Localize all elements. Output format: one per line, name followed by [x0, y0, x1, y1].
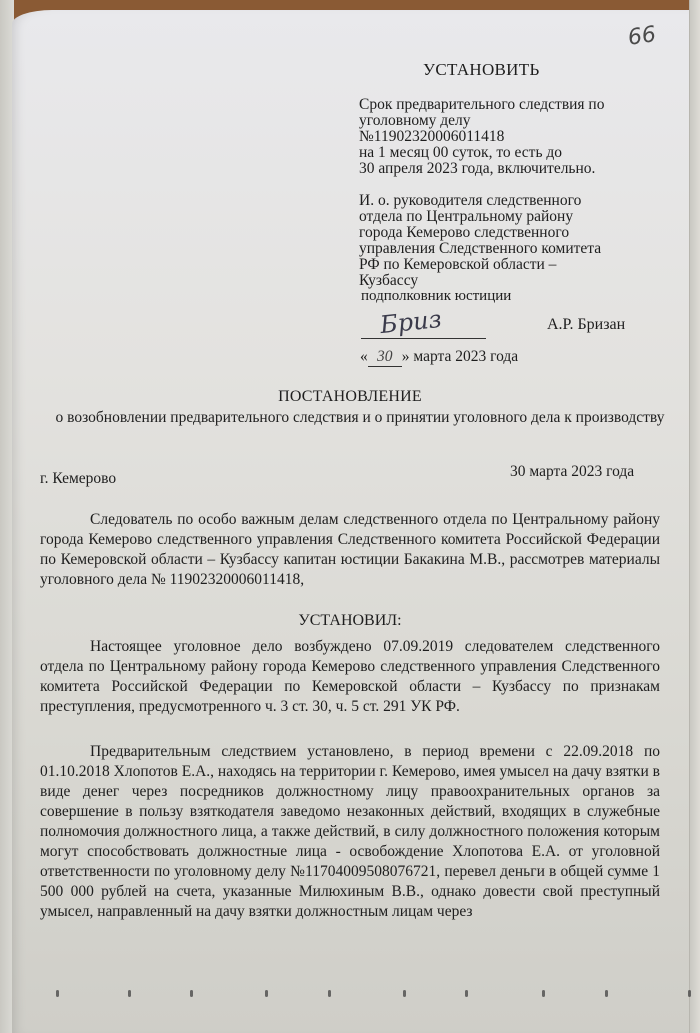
approval-line: Срок предварительного следствия по	[359, 96, 605, 113]
document-city: г. Кемерово	[40, 470, 117, 487]
perforation-mark	[265, 990, 268, 997]
official-title-line: отдела по Центральному району	[359, 208, 574, 225]
handwritten-page-number: 66	[626, 22, 658, 51]
date-close-quote: »	[401, 348, 410, 365]
official-title-line: города Кемерово следственного	[359, 224, 570, 241]
section-heading: УСТАНОВИЛ:	[298, 612, 402, 629]
perforation-mark	[328, 990, 331, 997]
approval-deadline: 30 апреля 2023 года, включительно.	[359, 160, 596, 177]
approval-line: на 1 месяц 00 суток, то есть до	[359, 144, 563, 161]
handwritten-signature: Бриз	[378, 304, 443, 340]
perforation-mark	[605, 990, 608, 997]
signature-line	[361, 338, 486, 339]
document-subtitle: о возобновлении предварительного следствия и о принятии уголовного дела к производству	[55, 409, 665, 426]
date-open-quote: «	[360, 348, 368, 365]
perforation-mark	[403, 990, 406, 997]
approval-block	[359, 97, 689, 289]
approval-case-number: №11902320006011418	[359, 128, 505, 145]
approval-line: уголовному делу	[359, 112, 471, 129]
official-rank: подполковник юстиции	[361, 288, 512, 304]
perforation-mark	[190, 990, 193, 997]
body-paragraph: Предварительным следствием установлено, в период времени с 22.09.2018 по 01.10.2018 Хлопотов Е.А., находясь на территории г. Кемерово, имея умысел на дачу взятки в виде денег через посредников должностному лицу правоохранительных органов за совершение в пользу взяткодателя заведомо незаконных действий, входящих в служебные полномочия должностного лица, а также действий, в силу должностного положения которым могут способствовать должностные лица - освобождение Хлопотова Е.А. от уголовной ответственности по уголовному делу №11704009508076721, перевел деньги в общей сумме 1 500 000 рублей на счета, указанные Милюхиным В.В., однако довести свой преступный умысел, направленный на дачу взятки должностным лицам через	[40, 743, 660, 920]
date-day-handwritten: 30	[368, 348, 402, 367]
approval-date	[360, 348, 518, 367]
document-date: 30 марта 2023 года	[510, 463, 635, 480]
approval-title: УСТАНОВИТЬ	[423, 60, 540, 79]
body-paragraph: Настоящее уголовное дело возбуждено 07.09.2019 следователем следственного отдела по Центральному району города Кемерово следственного управления Следственного комитета Российской Федерации по Кемеровской области – Кузбассу по признакам преступления, предусмотренного ч. 3 ст. 30, ч. 5 ст. 291 УК РФ.	[40, 638, 660, 715]
date-month-year: марта 2023 года	[413, 348, 519, 365]
official-title-line: И. о. руководителя следственного	[359, 192, 582, 209]
intro-paragraph: Следователь по особо важным делам следственного отдела по Центральному району города Кемерово следственного управления Следственного комитета Российской Федерации по Кемеровской области – Кузбассу капитан юстиции Бакакина М.В., рассмотрев материалы уголовного дела № 11902320006011418,	[40, 511, 660, 588]
perforation-mark	[465, 990, 468, 997]
signer-name: А.Р. Бризан	[547, 316, 626, 333]
page-stack-edge	[689, 0, 700, 1033]
official-title-line: управления Следственного комитета	[359, 240, 602, 257]
official-title-line: Кузбассу	[359, 272, 419, 289]
perforation-mark	[56, 990, 59, 997]
official-title-line: РФ по Кемеровской области –	[359, 256, 557, 273]
perforation-mark	[688, 990, 691, 997]
perforation-mark	[542, 990, 545, 997]
document-title: ПОСТАНОВЛЕНИЕ	[278, 388, 422, 405]
perforation-mark	[128, 990, 131, 997]
